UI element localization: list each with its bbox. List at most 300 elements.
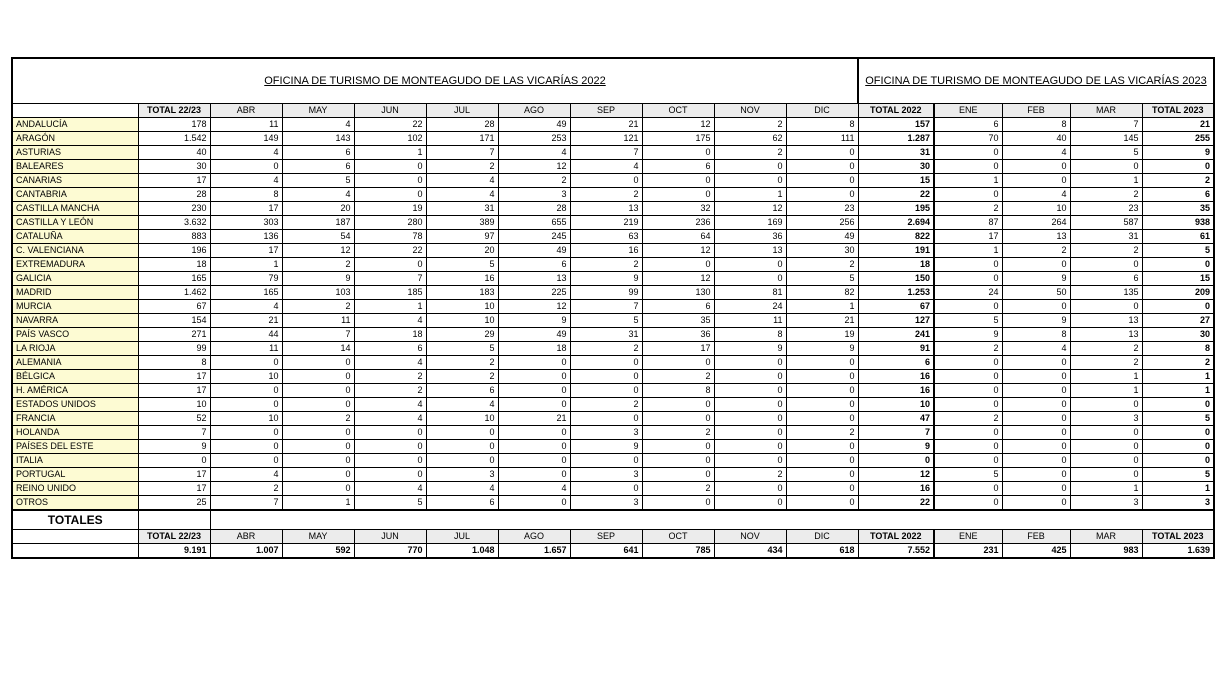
total-value: 770	[354, 544, 426, 559]
value-cell: 0	[642, 188, 714, 202]
value-cell: 0	[934, 426, 1002, 440]
value-cell: 0	[642, 454, 714, 468]
value-cell: 12	[858, 468, 934, 482]
column-header: SEP	[570, 530, 642, 544]
value-cell: 0	[1070, 426, 1142, 440]
value-cell: 0	[1142, 258, 1214, 272]
value-cell: 2	[1070, 342, 1142, 356]
value-cell: 12	[642, 244, 714, 258]
value-cell: 5	[934, 314, 1002, 328]
value-cell: 2	[426, 160, 498, 174]
value-cell: 30	[786, 244, 858, 258]
region-label: CANTABRIA	[12, 188, 138, 202]
value-cell: 9	[138, 440, 210, 454]
value-cell: 30	[1142, 328, 1214, 342]
region-label: CASTILLA MANCHA	[12, 202, 138, 216]
value-cell: 0	[570, 174, 642, 188]
value-cell: 0	[714, 398, 786, 412]
value-cell: 7	[1070, 118, 1142, 132]
value-cell: 0	[714, 412, 786, 426]
value-cell: 0	[934, 370, 1002, 384]
value-cell: 0	[570, 356, 642, 370]
value-cell: 0	[354, 160, 426, 174]
value-cell: 30	[138, 160, 210, 174]
value-cell: 22	[354, 244, 426, 258]
value-cell: 2	[642, 482, 714, 496]
column-header: JUL	[426, 530, 498, 544]
value-cell: 0	[1002, 412, 1070, 426]
total-value: 434	[714, 544, 786, 559]
value-cell: 0	[714, 272, 786, 286]
table-row	[12, 300, 1214, 314]
value-cell: 4	[354, 412, 426, 426]
value-cell: 4	[426, 174, 498, 188]
column-header: ABR	[210, 104, 282, 118]
value-cell: 1	[934, 244, 1002, 258]
table-row	[12, 174, 1214, 188]
value-cell: 1	[1070, 384, 1142, 398]
value-cell: 0	[934, 454, 1002, 468]
table-row	[12, 370, 1214, 384]
value-cell: 13	[1002, 230, 1070, 244]
region-label: PAÍSES DEL ESTE	[12, 440, 138, 454]
value-cell: 23	[786, 202, 858, 216]
value-cell: 3	[1070, 412, 1142, 426]
table-row	[12, 230, 1214, 244]
value-cell: 0	[714, 440, 786, 454]
column-header: TOTAL 22/23	[138, 104, 210, 118]
table-row	[12, 258, 1214, 272]
value-cell: 13	[498, 272, 570, 286]
region-label: OTROS	[12, 496, 138, 511]
value-cell: 6	[282, 146, 354, 160]
total-value: 785	[642, 544, 714, 559]
value-cell: 0	[934, 482, 1002, 496]
region-label: ASTURIAS	[12, 146, 138, 160]
value-cell: 6	[498, 258, 570, 272]
value-cell: 0	[282, 440, 354, 454]
value-cell: 2	[1070, 356, 1142, 370]
value-cell: 169	[714, 216, 786, 230]
value-cell: 23	[1070, 202, 1142, 216]
value-cell: 0	[1070, 398, 1142, 412]
column-header: SEP	[570, 104, 642, 118]
value-cell: 1	[210, 258, 282, 272]
total-value: 7.552	[858, 544, 934, 559]
value-cell: 9	[282, 272, 354, 286]
value-cell: 0	[1142, 160, 1214, 174]
value-cell: 0	[1142, 454, 1214, 468]
value-cell: 31	[1070, 230, 1142, 244]
table-row	[12, 342, 1214, 356]
value-cell: 7	[138, 426, 210, 440]
value-cell: 24	[714, 300, 786, 314]
value-cell: 62	[714, 132, 786, 146]
value-cell: 0	[498, 454, 570, 468]
value-cell: 245	[498, 230, 570, 244]
value-cell: 7	[354, 272, 426, 286]
value-cell: 136	[210, 230, 282, 244]
value-cell: 7	[570, 300, 642, 314]
value-cell: 4	[354, 314, 426, 328]
value-cell: 1.287	[858, 132, 934, 146]
region-label: REINO UNIDO	[12, 482, 138, 496]
value-cell: 587	[1070, 216, 1142, 230]
value-cell: 16	[570, 244, 642, 258]
value-cell: 1.462	[138, 286, 210, 300]
value-cell: 4	[210, 146, 282, 160]
value-cell: 10	[426, 412, 498, 426]
value-cell: 7	[210, 496, 282, 511]
value-cell: 0	[642, 440, 714, 454]
value-cell: 183	[426, 286, 498, 300]
column-header: AGO	[498, 104, 570, 118]
value-cell: 3	[570, 426, 642, 440]
value-cell: 103	[282, 286, 354, 300]
column-header: NOV	[714, 104, 786, 118]
value-cell: 31	[858, 146, 934, 160]
value-cell: 0	[1002, 496, 1070, 511]
value-cell: 102	[354, 132, 426, 146]
value-cell: 9	[1142, 146, 1214, 160]
value-cell: 185	[354, 286, 426, 300]
value-cell: 389	[426, 216, 498, 230]
value-cell: 5	[426, 258, 498, 272]
value-cell: 4	[354, 356, 426, 370]
value-cell: 0	[934, 258, 1002, 272]
value-cell: 0	[714, 426, 786, 440]
value-cell: 4	[426, 188, 498, 202]
value-cell: 6	[426, 496, 498, 511]
value-cell: 178	[138, 118, 210, 132]
column-header: JUN	[354, 530, 426, 544]
value-cell: 6	[642, 300, 714, 314]
value-cell: 0	[570, 412, 642, 426]
value-cell: 28	[138, 188, 210, 202]
value-cell: 0	[934, 146, 1002, 160]
value-cell: 13	[1070, 314, 1142, 328]
value-cell: 0	[934, 300, 1002, 314]
value-cell: 0	[642, 496, 714, 511]
value-cell: 20	[426, 244, 498, 258]
value-cell: 61	[1142, 230, 1214, 244]
value-cell: 0	[1070, 160, 1142, 174]
value-cell: 0	[354, 440, 426, 454]
value-cell: 0	[354, 258, 426, 272]
value-cell: 1	[1070, 370, 1142, 384]
value-cell: 5	[1142, 468, 1214, 482]
value-cell: 12	[642, 118, 714, 132]
value-cell: 0	[570, 454, 642, 468]
value-cell: 4	[1002, 146, 1070, 160]
value-cell: 0	[498, 426, 570, 440]
value-cell: 97	[426, 230, 498, 244]
value-cell: 49	[786, 230, 858, 244]
value-cell: 0	[354, 188, 426, 202]
value-cell: 271	[138, 328, 210, 342]
value-cell: 3	[570, 496, 642, 511]
value-cell: 6	[858, 356, 934, 370]
value-cell: 21	[498, 412, 570, 426]
value-cell: 0	[642, 146, 714, 160]
value-cell: 0	[354, 454, 426, 468]
value-cell: 2	[354, 370, 426, 384]
value-cell: 0	[642, 258, 714, 272]
region-label: C. VALENCIANA	[12, 244, 138, 258]
total-value: 1.007	[210, 544, 282, 559]
value-cell: 99	[138, 342, 210, 356]
value-cell: 91	[858, 342, 934, 356]
column-header: JUL	[426, 104, 498, 118]
value-cell: 175	[642, 132, 714, 146]
table-row	[12, 356, 1214, 370]
value-cell: 0	[1070, 258, 1142, 272]
value-cell: 79	[210, 272, 282, 286]
value-cell: 4	[426, 482, 498, 496]
value-cell: 3	[1070, 496, 1142, 511]
value-cell: 35	[642, 314, 714, 328]
value-cell: 4	[570, 160, 642, 174]
total-value: 425	[1002, 544, 1070, 559]
column-header: MAY	[282, 104, 354, 118]
value-cell: 16	[426, 272, 498, 286]
value-cell: 0	[714, 482, 786, 496]
value-cell: 2	[714, 118, 786, 132]
value-cell: 36	[714, 230, 786, 244]
value-cell: 0	[354, 426, 426, 440]
value-cell: 145	[1070, 132, 1142, 146]
value-cell: 8	[1002, 118, 1070, 132]
value-cell: 1	[354, 300, 426, 314]
value-cell: 27	[1142, 314, 1214, 328]
value-cell: 1	[1070, 482, 1142, 496]
value-cell: 11	[714, 314, 786, 328]
value-cell: 0	[498, 440, 570, 454]
value-cell: 17	[138, 468, 210, 482]
value-cell: 0	[786, 454, 858, 468]
value-cell: 9	[570, 440, 642, 454]
value-cell: 25	[138, 496, 210, 511]
table-row	[12, 188, 1214, 202]
value-cell: 2	[786, 426, 858, 440]
value-cell: 81	[714, 286, 786, 300]
value-cell: 17	[138, 370, 210, 384]
value-cell: 78	[354, 230, 426, 244]
column-header: ENE	[934, 104, 1002, 118]
region-label: GALICIA	[12, 272, 138, 286]
value-cell: 2	[714, 468, 786, 482]
value-cell: 11	[210, 342, 282, 356]
table-row	[12, 398, 1214, 412]
table-row	[12, 118, 1214, 132]
value-cell: 3	[498, 188, 570, 202]
region-label: ANDALUCÍA	[12, 118, 138, 132]
value-cell: 2	[1070, 244, 1142, 258]
value-cell: 5	[570, 314, 642, 328]
title-row	[12, 58, 1214, 104]
value-cell: 18	[354, 328, 426, 342]
value-cell: 256	[786, 216, 858, 230]
table-row	[12, 482, 1214, 496]
value-cell: 209	[1142, 286, 1214, 300]
value-cell: 4	[498, 482, 570, 496]
table-row	[12, 244, 1214, 258]
value-cell: 150	[858, 272, 934, 286]
value-cell: 19	[354, 202, 426, 216]
value-cell: 127	[858, 314, 934, 328]
value-cell: 0	[1002, 370, 1070, 384]
value-cell: 2	[1142, 174, 1214, 188]
value-cell: 0	[210, 454, 282, 468]
value-cell: 35	[1142, 202, 1214, 216]
value-cell: 2	[642, 426, 714, 440]
total-value: 641	[570, 544, 642, 559]
value-cell: 822	[858, 230, 934, 244]
value-cell: 6	[354, 342, 426, 356]
value-cell: 0	[934, 440, 1002, 454]
value-cell: 0	[282, 384, 354, 398]
region-label: MURCIA	[12, 300, 138, 314]
value-cell: 15	[858, 174, 934, 188]
region-label: CATALUÑA	[12, 230, 138, 244]
value-cell: 0	[1002, 160, 1070, 174]
column-header: DIC	[786, 104, 858, 118]
value-cell: 165	[210, 286, 282, 300]
value-cell: 17	[210, 244, 282, 258]
value-cell: 49	[498, 244, 570, 258]
value-cell: 0	[354, 174, 426, 188]
value-cell: 0	[1002, 468, 1070, 482]
value-cell: 0	[282, 426, 354, 440]
total-value: 9.191	[138, 544, 210, 559]
value-cell: 0	[642, 174, 714, 188]
column-header: JUN	[354, 104, 426, 118]
value-cell: 16	[858, 482, 934, 496]
value-cell: 5	[786, 272, 858, 286]
value-cell: 64	[642, 230, 714, 244]
value-cell: 8	[786, 118, 858, 132]
value-cell: 0	[1142, 440, 1214, 454]
value-cell: 0	[1002, 174, 1070, 188]
value-cell: 0	[786, 468, 858, 482]
value-cell: 2	[570, 188, 642, 202]
value-cell: 10	[426, 314, 498, 328]
total-value: 1.639	[1142, 544, 1214, 559]
value-cell: 2	[282, 300, 354, 314]
value-cell: 5	[426, 342, 498, 356]
region-label: H. AMÉRICA	[12, 384, 138, 398]
value-cell: 6	[1142, 188, 1214, 202]
value-cell: 10	[210, 370, 282, 384]
value-cell: 16	[858, 384, 934, 398]
value-cell: 18	[138, 258, 210, 272]
value-cell: 0	[210, 426, 282, 440]
value-cell: 1	[714, 188, 786, 202]
value-cell: 29	[426, 328, 498, 342]
value-cell: 4	[426, 398, 498, 412]
table-row	[12, 440, 1214, 454]
value-cell: 5	[1070, 146, 1142, 160]
value-cell: 7	[282, 328, 354, 342]
value-cell: 2	[1142, 356, 1214, 370]
tourism-table	[11, 57, 1215, 559]
value-cell: 0	[786, 398, 858, 412]
region-label: NAVARRA	[12, 314, 138, 328]
value-cell: 6	[1070, 272, 1142, 286]
value-cell: 21	[786, 314, 858, 328]
column-header: ABR	[210, 530, 282, 544]
value-cell: 0	[498, 496, 570, 511]
value-cell: 0	[570, 384, 642, 398]
value-cell: 5	[282, 174, 354, 188]
region-label: LA RIOJA	[12, 342, 138, 356]
value-cell: 10	[426, 300, 498, 314]
region-label: BÉLGICA	[12, 370, 138, 384]
value-cell: 0	[498, 370, 570, 384]
value-cell: 0	[786, 146, 858, 160]
table-row	[12, 202, 1214, 216]
value-cell: 0	[642, 398, 714, 412]
value-cell: 1	[1142, 370, 1214, 384]
value-cell: 32	[642, 202, 714, 216]
value-cell: 0	[282, 398, 354, 412]
value-cell: 3	[426, 468, 498, 482]
table-row	[12, 286, 1214, 300]
value-cell: 0	[786, 160, 858, 174]
table-row	[12, 132, 1214, 146]
totales-spacer	[138, 510, 210, 530]
value-cell: 12	[498, 300, 570, 314]
value-cell: 1	[354, 146, 426, 160]
value-cell: 36	[642, 328, 714, 342]
value-cell: 9	[1002, 272, 1070, 286]
region-label: HOLANDA	[12, 426, 138, 440]
value-cell: 5	[934, 468, 1002, 482]
column-header: OCT	[642, 530, 714, 544]
value-cell: 0	[934, 384, 1002, 398]
value-cell: 0	[570, 370, 642, 384]
value-cell: 4	[354, 398, 426, 412]
value-cell: 9	[934, 328, 1002, 342]
column-header: MAY	[282, 530, 354, 544]
value-cell: 0	[210, 384, 282, 398]
value-cell: 44	[210, 328, 282, 342]
column-header: TOTAL 2023	[1142, 530, 1214, 544]
column-header: ENE	[934, 530, 1002, 544]
value-cell: 4	[210, 174, 282, 188]
value-cell: 17	[138, 174, 210, 188]
value-cell: 2	[498, 174, 570, 188]
table-row	[12, 496, 1214, 511]
totals-header-row	[12, 530, 1214, 544]
value-cell: 10	[1002, 202, 1070, 216]
value-cell: 883	[138, 230, 210, 244]
value-cell: 2	[1070, 188, 1142, 202]
column-header: OCT	[642, 104, 714, 118]
region-label: ARAGÓN	[12, 132, 138, 146]
total-value: 592	[282, 544, 354, 559]
value-cell: 0	[786, 188, 858, 202]
value-cell: 8	[1142, 342, 1214, 356]
value-cell: 0	[786, 440, 858, 454]
value-cell: 8	[210, 188, 282, 202]
value-cell: 21	[210, 314, 282, 328]
value-cell: 0	[282, 356, 354, 370]
value-cell: 2	[714, 146, 786, 160]
value-cell: 0	[210, 356, 282, 370]
value-cell: 4	[1002, 342, 1070, 356]
value-cell: 0	[426, 454, 498, 468]
